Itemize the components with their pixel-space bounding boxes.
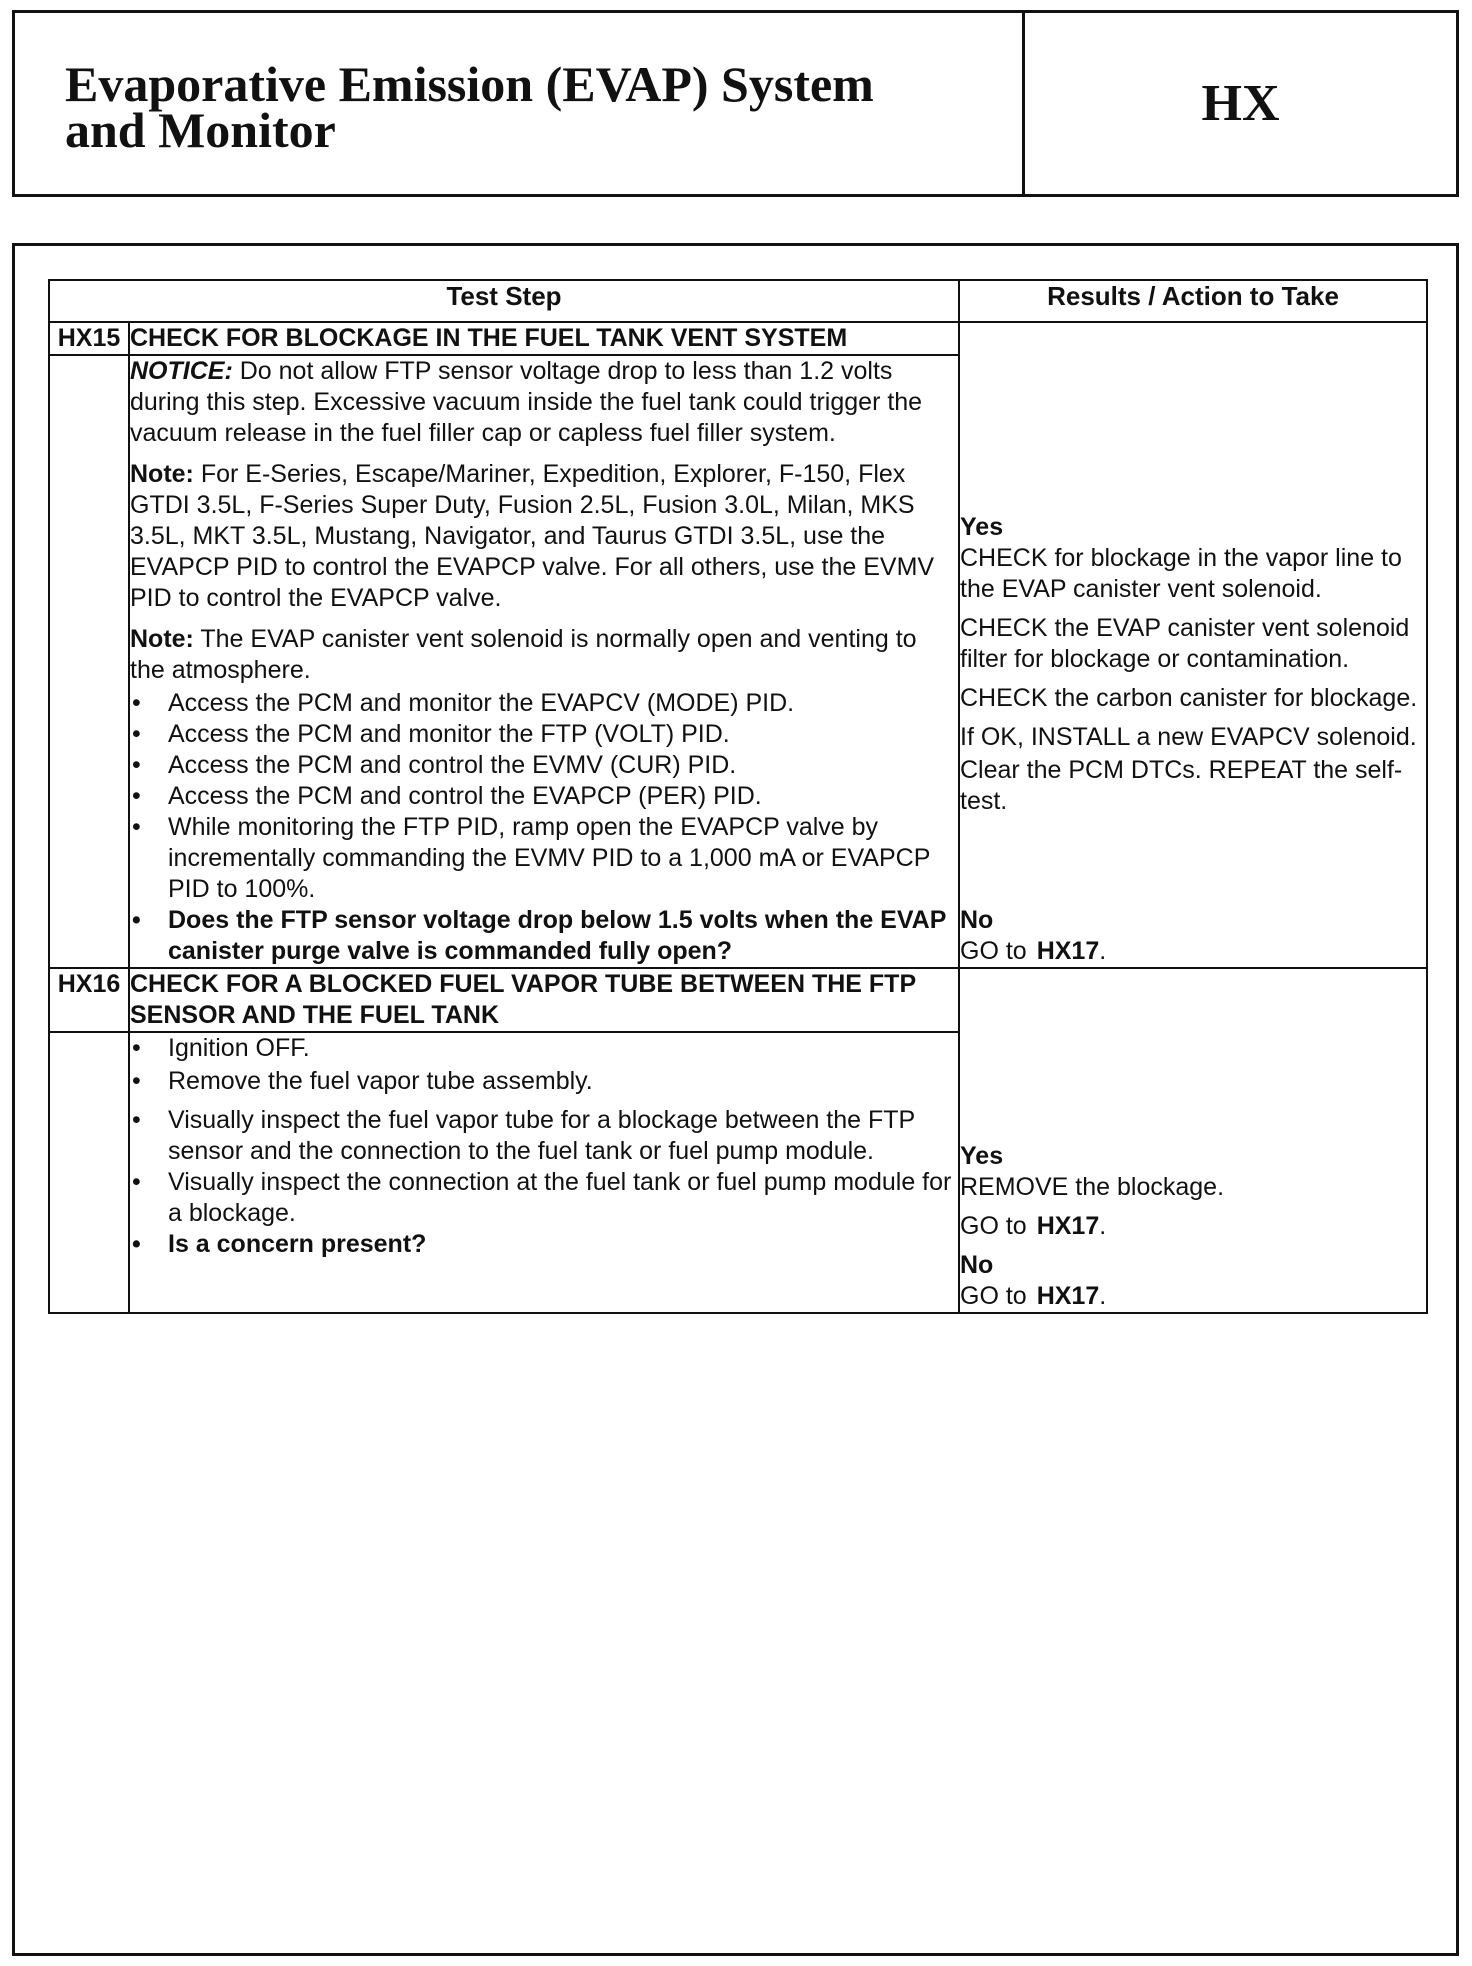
goto-text: GO to [960,1212,1027,1240]
list-item: • Remove the fuel vapor tube assembly. [130,1066,958,1097]
note2-hx15 [130,624,958,686]
yes-action-hx16: REMOVE the blockage. [960,1173,1225,1201]
goto-text: GO to [960,937,1027,965]
yes-goto-hx16 [960,1211,1426,1242]
note-label: Note: [130,625,194,653]
list-item: • Visually inspect the connection at the fuel tank or fuel pump module for a blockage. [130,1167,958,1229]
yes-label-hx15: Yes [960,513,1004,541]
yes-action-hx15-1: CHECK for blockage in the vapor line to the EVAP canister vent solenoid. [960,544,1402,603]
notice-text: Do not allow FTP sensor voltage drop to less than 1.2 volts during this step. Excessive vacuum inside the fuel tank could trigger the vacuum release in the fuel filler cap or capless fuel filler system. [130,357,923,447]
period: . [1099,1212,1107,1240]
step-id-hx16: HX16 [49,968,129,1032]
no-action-hx15 [960,936,1426,967]
period: . [1099,1282,1107,1310]
question-hx16: • Is a concern present? [130,1229,958,1260]
content-frame [12,243,1459,1956]
section-title [15,13,1025,194]
list-item: • Access the PCM and monitor the EVAPCV (MODE) PID. [130,688,958,719]
step-hx16-title-row [49,968,1427,1032]
section-title-line1: Evaporative Emission (EVAP) System [65,56,874,112]
test-step-table [48,279,1428,1314]
yes-action-hx15-5: Clear the PCM DTCs. REPEAT the self-test. [960,756,1403,815]
step-reference-link[interactable]: HX17 [1036,1212,1100,1240]
no-label-hx16: No [960,1251,994,1279]
no-label-hx15: No [960,906,994,934]
no-action-hx16 [960,1281,1426,1312]
step-reference-link[interactable]: HX17 [1036,937,1100,965]
goto-text: GO to [960,1282,1027,1310]
note1-hx15 [130,459,958,614]
step-title-hx15: CHECK FOR BLOCKAGE IN THE FUEL TANK VENT SYSTEM [129,322,959,355]
note-text: The EVAP canister vent solenoid is normally open and venting to the atmosphere. [130,625,917,684]
list-item: • While monitoring the FTP PID, ramp open the EVAPCP valve by incrementally commanding the EVMV PID to a 1,000 mA or EVAPCP PID to 100%. [130,812,958,905]
step-id-spacer [49,1032,129,1313]
results-hx16 [959,968,1427,1313]
yes-action-hx15-3: CHECK the carbon canister for blockage. [960,684,1418,712]
results-column-header: Results / Action to Take [959,280,1427,322]
list-item: • Ignition OFF. [130,1033,958,1064]
notice-hx15 [130,356,958,449]
step-id-spacer [49,355,129,968]
test-step-column-header: Test Step [49,280,959,322]
notice-label: NOTICE: [130,357,233,385]
page-header [12,10,1459,197]
section-title-line2: and Monitor [65,102,336,158]
table-header-row [49,280,1427,322]
yes-action-hx15-2: CHECK the EVAP canister vent solenoid filter for blockage or contamination. [960,614,1410,673]
note-label: Note: [130,460,194,488]
step-reference-link[interactable]: HX17 [1036,1282,1100,1310]
step-id-hx15: HX15 [49,322,129,355]
list-item: • Access the PCM and monitor the FTP (VOLT) PID. [130,719,958,750]
procedure-list-hx15 [130,688,958,967]
results-hx15 [959,322,1427,968]
list-item: • Access the PCM and control the EVMV (CUR) PID. [130,750,958,781]
list-item: • Visually inspect the fuel vapor tube for a blockage between the FTP sensor and the connection to the fuel tank or fuel pump module. [130,1105,958,1167]
yes-label-hx16: Yes [960,1142,1004,1170]
step-body-hx16 [129,1032,959,1313]
step-body-hx15 [129,355,959,968]
procedure-list-hx16 [130,1033,958,1260]
question-hx15: • Does the FTP sensor voltage drop below 1.5 volts when the EVAP canister purge valve is commanded fully open? [130,905,958,967]
list-item: • Access the PCM and control the EVAPCP (PER) PID. [130,781,958,812]
step-hx15-title-row [49,322,1427,355]
note-text: For E-Series, Escape/Mariner, Expedition, Explorer, F-150, Flex GTDI 3.5L, F-Series Super Duty, Fusion 2.5L, Fusion 3.0L, Milan, MKS 3.5L, MKT 3.5L, Mustang, Navigator, and Taurus GTDI 3.5L, use the EVAPCP PID to control the EVAPCP valve. For all others, use the EVMV PID to control the EVAPCP valve. [130,460,935,612]
yes-action-hx15-4: If OK, INSTALL a new EVAPCV solenoid. [960,723,1417,751]
step-title-hx16: CHECK FOR A BLOCKED FUEL VAPOR TUBE BETWEEN THE FTP SENSOR AND THE FUEL TANK [129,968,959,1032]
period: . [1099,937,1107,965]
section-code: HX [1201,75,1280,132]
